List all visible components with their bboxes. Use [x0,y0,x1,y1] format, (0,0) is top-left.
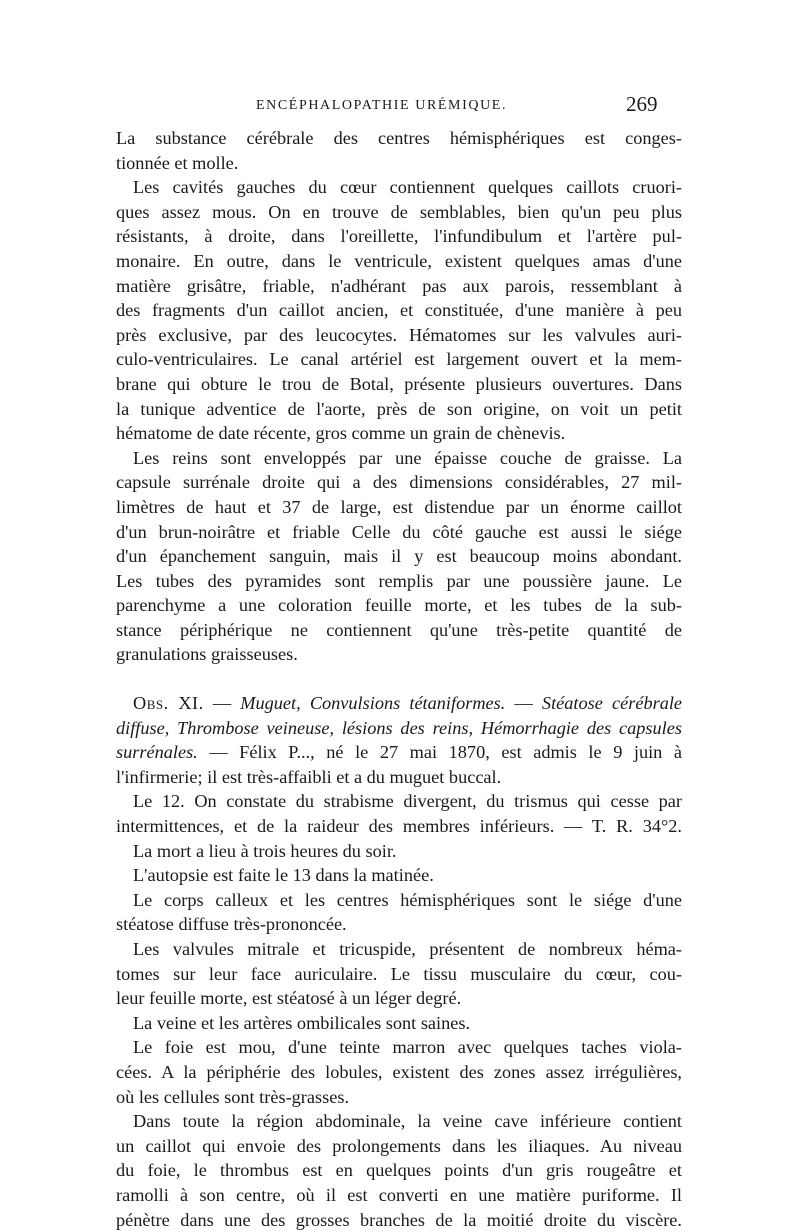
text-line: matière grisâtre, friable, n'adhérant pas aux parois, ressemblant à [116,275,682,296]
observation-heading [116,691,682,716]
text-line: tomes sur leur face auriculaire. Le tissu musculaire du cœur, cou- [116,963,682,984]
text-line: d'un épanchement sanguin, mais il y est beaucoup moins abondant. [116,546,682,567]
page-number: 269 [626,92,658,116]
text-line: parenchyme a une coloration feuille morte, et les tubes de la sub- [116,595,682,616]
text-line: capsule surrénale droite qui a des dimensions considérables, 27 mil- [116,472,682,493]
text-line: Dans toute la région abdominale, la veine cave inférieure contient [133,1111,682,1132]
text-run: — Félix P..., né le 27 mai 1870, est admis le 9 juin à [197,742,682,763]
observation-label: Obs. XI. [133,693,204,714]
text-line: hématome de date récente, gros comme un grain de chènevis. [116,423,566,444]
text-line: Le 12. On constate du strabisme divergent, du trismus qui cesse par [133,791,682,812]
text-line: Les valvules mitrale et tricuspide, présentent de nombreux héma- [133,939,682,959]
heading-dash: — [203,693,241,714]
text-line: ramolli à son centre, où il est converti en une matière puriforme. Il [116,1184,682,1205]
text-line: Les tubes des pyramides sont remplis par une poussière jaune. Le [116,570,682,591]
text-line: Les reins sont enveloppés par une épaisse couche de graisse. La [133,447,682,468]
text-line: culo-ventriculaires. Le canal artériel est largement ouvert et la mem- [116,349,682,370]
text-line: stéatose diffuse très-prononcée. [116,914,347,935]
text-line: la tunique adventice de l'aorte, près de son origine, on voit un petit [116,398,682,419]
observation-title: surrénales. [116,742,198,763]
text-line: près exclusive, par des leucocytes. Hématomes sur les valvules auri- [116,324,682,345]
heading-dash: — [505,693,542,714]
text-line: du foie, le thrombus est en quelques points d'un gris rougeâtre et [116,1160,682,1181]
text-line: La substance cérébrale des centres hémisphériques est conges- [116,128,682,148]
observation-heading-line [116,716,682,741]
text-line: L'autopsie est faite le 13 dans la matinée. [133,865,434,886]
page-body [116,126,682,1232]
text-line: Les cavités gauches du cœur contiennent quelques caillots cruori- [133,177,682,198]
observation-heading-line [116,740,682,765]
section-gap [116,667,682,691]
text-line: tionnée et molle. [116,152,239,173]
observation-title: diffuse, Thrombose veineuse, lésions des reins, Hémorrhagie des capsules [116,717,682,738]
text-line: Le foie est mou, d'une teinte marron avec quelques taches viola- [133,1037,682,1058]
text-line: monaire. En outre, dans le ventricule, existent quelques amas d'une [116,250,682,271]
running-header [0,92,800,122]
text-line: d'un brun-noirâtre et friable Celle du côté gauche est aussi le siége [116,521,682,542]
text-line: limètres de haut et 37 de large, est distendue par un énorme caillot [116,496,682,517]
text-line: l'infirmerie; il est très-affaibli et a du muguet buccal. [116,766,502,787]
text-line: résistants, à droite, dans l'oreillette, l'infundibulum et l'artère pul- [116,226,682,247]
text-line: granulations graisseuses. [116,644,298,665]
text-line: Le corps calleux et les centres hémisphériques sont le siége d'une [133,889,682,910]
text-line: stance périphérique ne contiennent qu'une très-petite quantité de [116,619,682,640]
text-line: un caillot qui envoie des prolongements dans les iliaques. Au niveau [116,1135,682,1156]
text-line: des fragments d'un caillot ancien, et constituée, d'une manière à peu [116,300,682,321]
observation-title: Stéatose cérébrale [541,693,683,714]
text-line: La veine et les artères ombilicales sont saines. [133,1012,471,1033]
text-line: intermittences, et de la raideur des membres inférieurs. — T. R. 34°2. [116,816,682,837]
text-line: ques assez mous. On en trouve de semblables, bien qu'un peu plus [116,201,682,222]
text-line: leur feuille morte, est stéatosé à un léger degré. [116,988,462,1009]
text-line: La mort a lieu à trois heures du soir. [133,840,397,861]
observation-title: Muguet, Convulsions tétaniformes. [240,693,506,714]
text-line: où les cellules sont très-grasses. [116,1086,350,1107]
text-line: cées. A la périphérie des lobules, existent des zones assez irrégulières, [116,1061,682,1082]
text-line: pénètre dans une des grosses branches de la moitié droite du viscère. [116,1209,682,1230]
running-title: ENCÉPHALOPATHIE URÉMIQUE. [256,98,508,113]
text-line: brane qui obture le trou de Botal, présente plusieurs ouvertures. Dans [116,373,682,394]
